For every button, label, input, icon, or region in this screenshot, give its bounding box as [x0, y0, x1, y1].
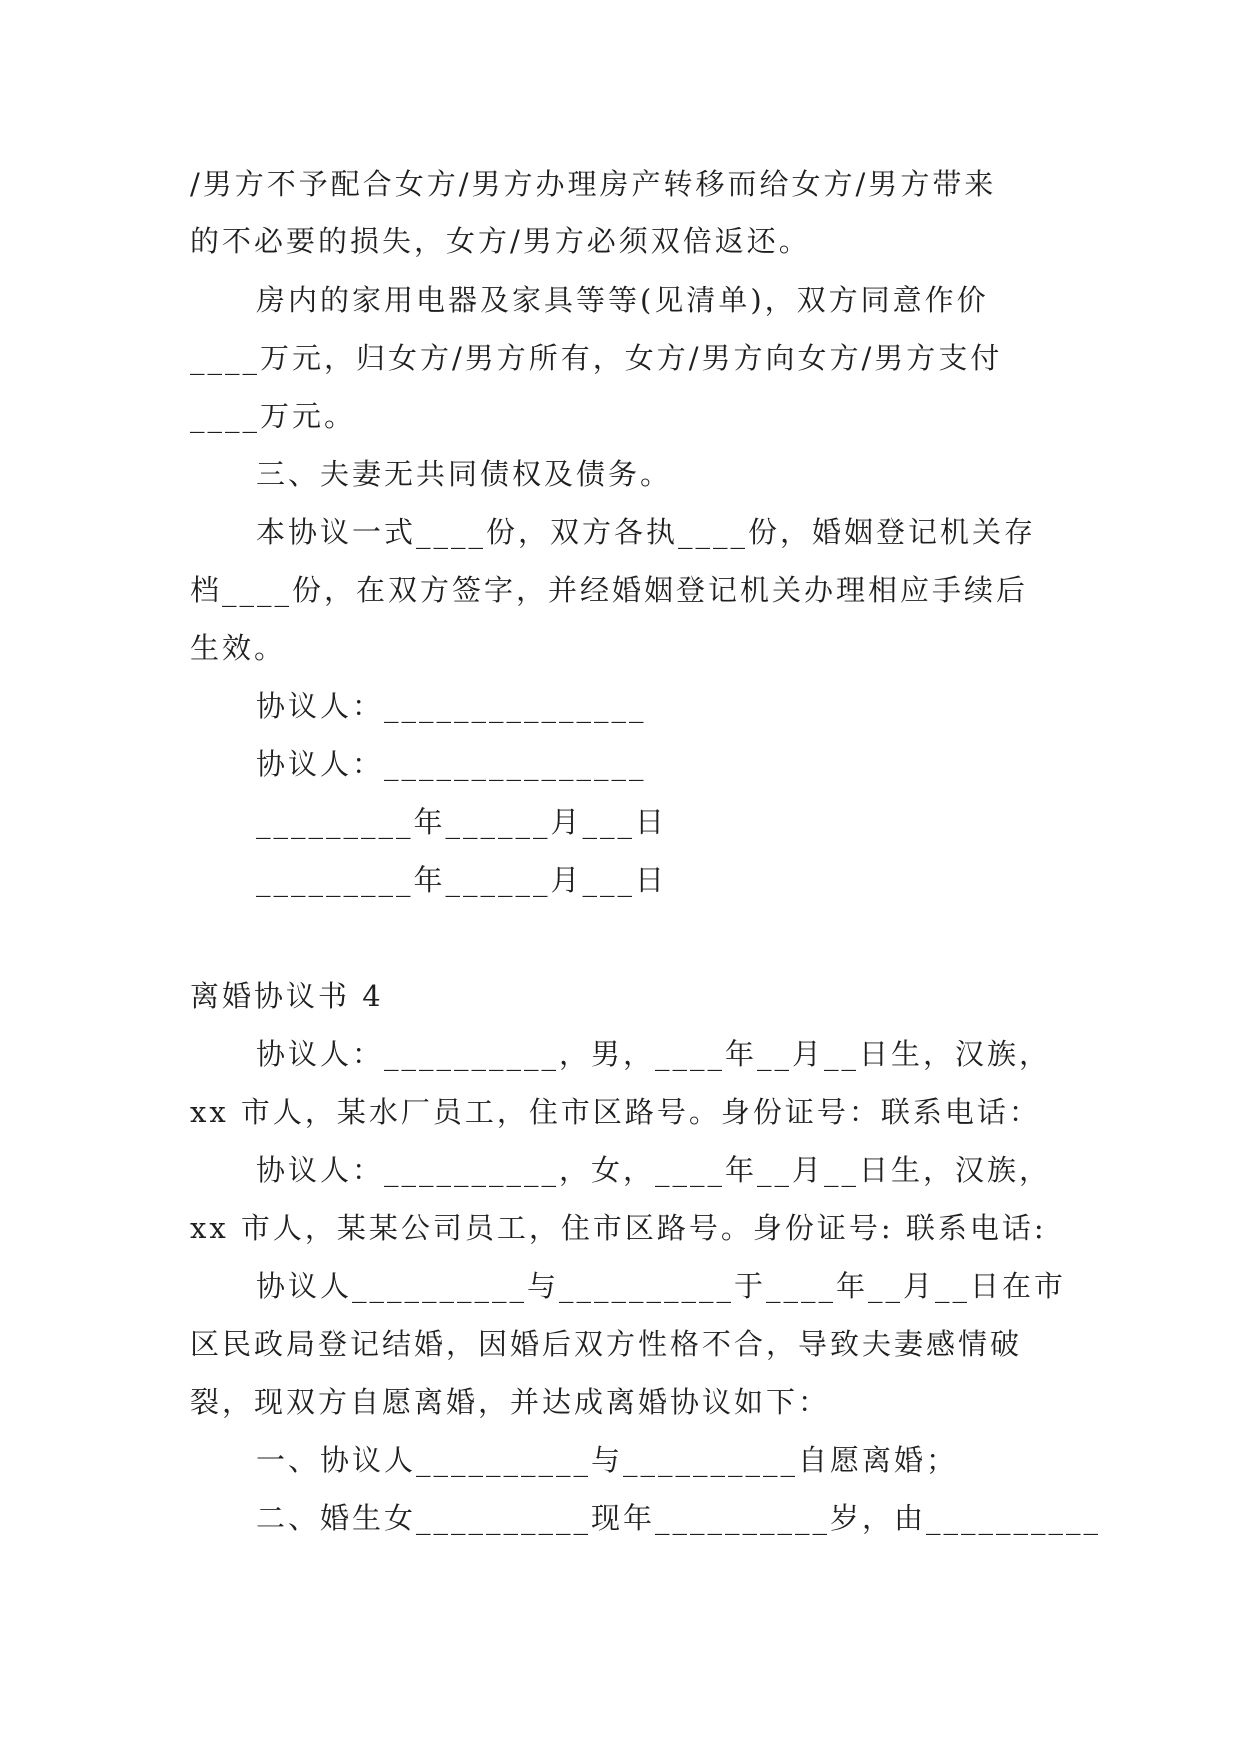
paragraph-line: xx 市人，某水厂员工，住市区路号。身份证号：联系电话： [190, 1095, 1041, 1129]
paragraph-line: 的不必要的损失，女方/男方必须双倍返还。 [190, 224, 811, 258]
paragraph-line: 协议人：__________，男，____年__月__日生，汉族， [256, 1037, 1052, 1071]
paragraph-line: 一、协议人__________与__________自愿离婚； [256, 1443, 959, 1477]
date-line: _________年______月___日 [256, 863, 668, 897]
paragraph-line: xx 市人，某某公司员工，住市区路号。身份证号: 联系电话: [190, 1211, 1047, 1245]
paragraph-line: 区民政局登记结婚，因婚后双方性格不合，导致夫妻感情破 [190, 1327, 1023, 1361]
paragraph-line: 协议人__________与__________于____年__月__日在市 [256, 1269, 1067, 1303]
paragraph-line: 房内的家用电器及家具等等(见清单)，双方同意作价 [256, 283, 989, 317]
paragraph-line: ____万元，归女方/男方所有，女方/男方向女方/男方支付 [190, 341, 1003, 375]
paragraph-line: 生效。 [190, 631, 287, 665]
paragraph-line: ____万元。 [190, 399, 357, 433]
paragraph-line: 协议人：__________，女，____年__月__日生，汉族， [256, 1153, 1052, 1187]
paragraph-line: 本协议一式____份，双方各执____份，婚姻登记机关存 [256, 515, 1037, 549]
signature-line: 协议人：_______________ [256, 689, 647, 723]
paragraph-line: 二、婚生女__________现年__________岁，由__________ [256, 1501, 1102, 1535]
section-heading: 离婚协议书 4 [190, 979, 384, 1013]
date-line: _________年______月___日 [256, 805, 668, 839]
paragraph-line: 裂，现双方自愿离婚，并达成离婚协议如下： [190, 1385, 831, 1419]
signature-line: 协议人：_______________ [256, 747, 647, 781]
paragraph-line: /男方不予配合女方/男方办理房产转移而给女方/男方带来 [190, 167, 997, 201]
paragraph-line: 三、夫妻无共同债权及债务。 [256, 457, 673, 491]
paragraph-line: 档____份，在双方签字，并经婚姻登记机关办理相应手续后 [190, 573, 1029, 607]
